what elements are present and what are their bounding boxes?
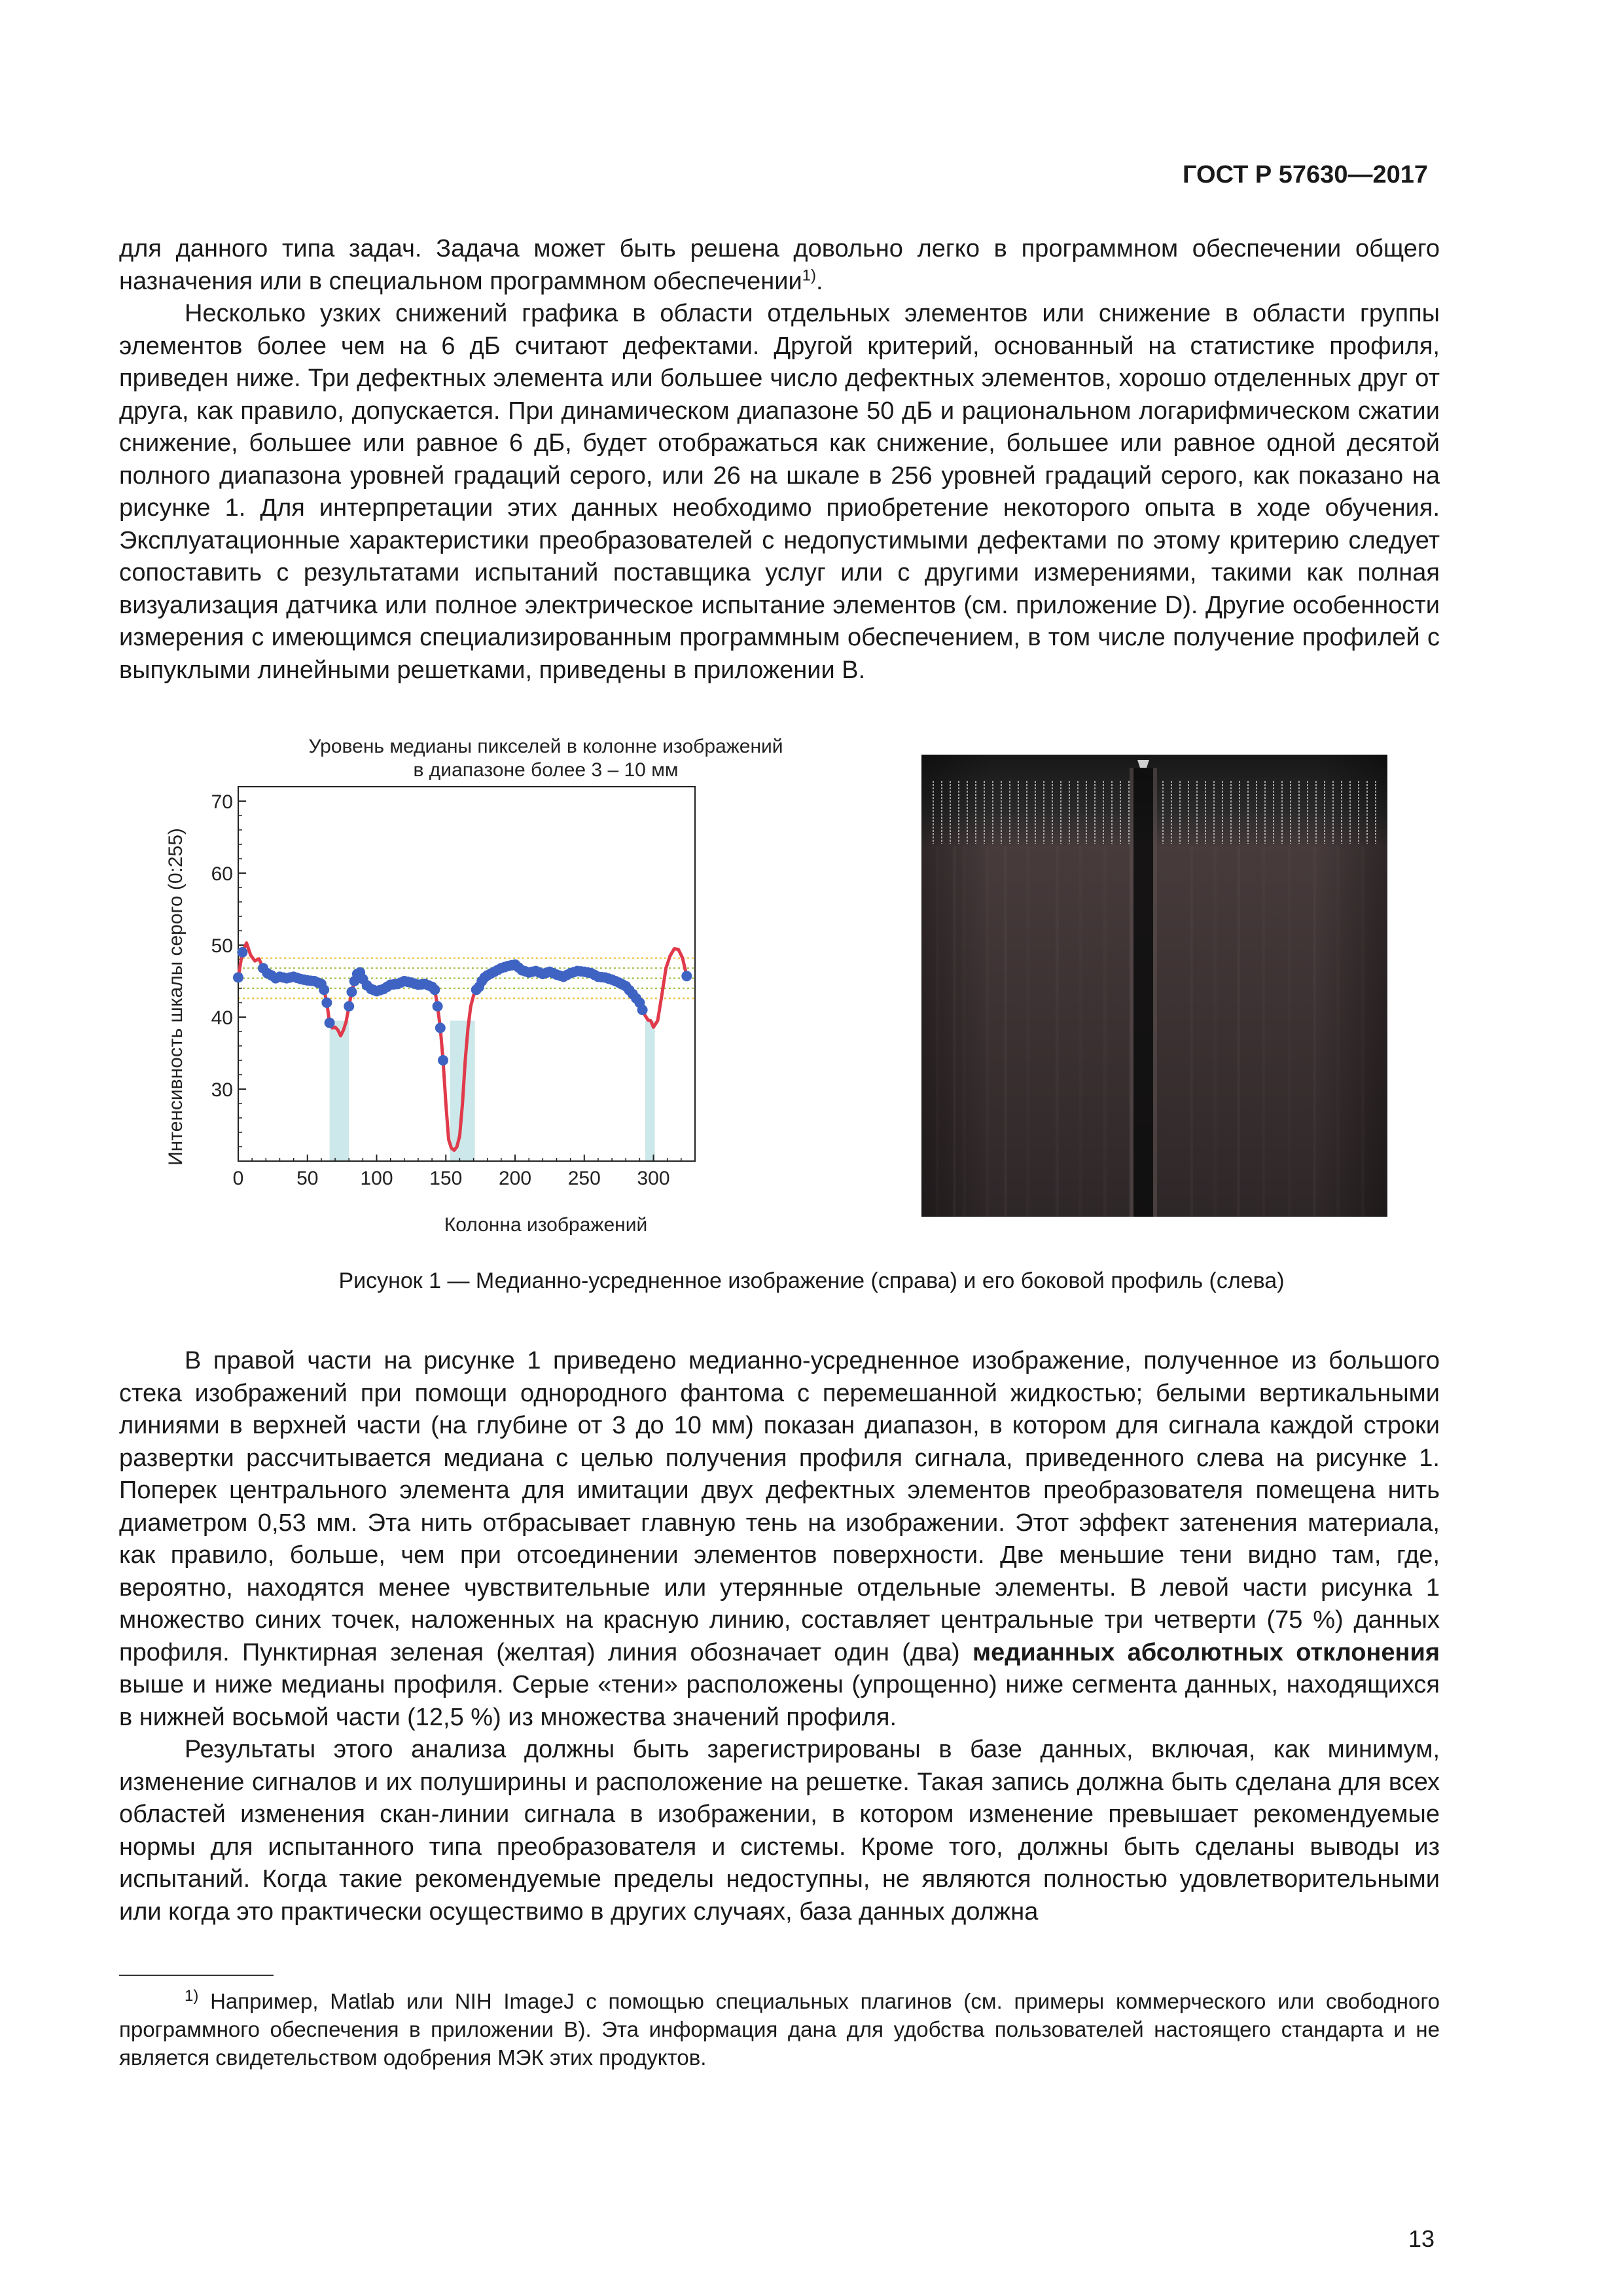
y-tick-label-60: 60 bbox=[211, 863, 233, 885]
x-tick-label-300: 300 bbox=[637, 1168, 670, 1189]
image-streak bbox=[1026, 846, 1029, 1217]
paragraph-1: для данного типа задач. Задача может быть решена довольно легко в программном обеспечении общего назначения или в специальном программном обеспечении$^{1)}$. bbox=[119, 235, 1440, 295]
image-streak bbox=[1056, 846, 1059, 1217]
profile-point bbox=[624, 985, 635, 996]
profile-point bbox=[637, 1005, 648, 1015]
profile-point bbox=[313, 977, 323, 988]
image-streak bbox=[1103, 846, 1107, 1217]
central-shadow bbox=[1133, 768, 1153, 1217]
y-tick-label-40: 40 bbox=[211, 1007, 233, 1029]
profile-point bbox=[346, 987, 357, 997]
body-text-top bbox=[119, 233, 1440, 687]
profile-point bbox=[438, 1055, 448, 1066]
y-tick-label-30: 30 bbox=[211, 1079, 233, 1101]
x-tick-label-200: 200 bbox=[498, 1168, 532, 1189]
shadow-band-2 bbox=[645, 1021, 655, 1162]
y-tick-label-70: 70 bbox=[211, 791, 233, 813]
image-streak bbox=[986, 846, 989, 1217]
shadow-edge-left bbox=[1130, 768, 1133, 1217]
paragraph-2: Несколько узких снижений графика в области отдельных элементов или снижение в области группы элементов более чем на 6 дБ считают дефектами. Другой критерий, основанный на статистике профиля, приведен ниже. Три дефектных элемента или большее число дефектных элементов, хорошо отделенных друг от друга, как правило, допускается. При динамическом диапазоне 50 дБ и рациональном логарифмическом сжатии снижение, большее или равное 6 дБ, будет отображаться как снижение, большее или равное одной десятой полного диапазона уровней градаций серого, или 26 на шкале в 256 уровней градаций серого, как показано на рисунке 1. Для интерпретации этих данных необходимо приобретение некоторого опыта в ходе обучения. Эксплуатационные характеристики преобразователей с недопустимыми дефектами по этому критерию следует сопоставить с результатами испытаний поставщика услуг или с другими измерениями, такими как полная визуализация датчика или полное электрическое испытание элементов (см. приложение D). Другие особенности измерения с имеющимся специализированным программным обеспечением, в том числе получение профилей с выпуклыми линейными решетками, приведены в приложении В. bbox=[119, 300, 1440, 684]
image-streak bbox=[936, 846, 939, 1217]
image-streak bbox=[1079, 846, 1082, 1217]
image-streak bbox=[1213, 846, 1217, 1217]
y-axis-label: Интенсивность шкалы серого (0:255) bbox=[165, 828, 187, 1166]
profile-point bbox=[423, 980, 434, 991]
profile-point bbox=[681, 971, 692, 981]
x-tick-label-100: 100 bbox=[360, 1168, 393, 1189]
x-tick-label-0: 0 bbox=[232, 1168, 244, 1189]
image-streak bbox=[1004, 846, 1007, 1217]
image-streak bbox=[1262, 846, 1265, 1217]
image-streak bbox=[1190, 846, 1193, 1217]
x-axis-label: Колонна изображений bbox=[444, 1214, 648, 1236]
profile-point bbox=[435, 1023, 446, 1033]
x-tick-label-150: 150 bbox=[429, 1168, 463, 1189]
profile-point bbox=[344, 1001, 354, 1012]
image-streak bbox=[1361, 846, 1364, 1217]
ultrasound-image bbox=[921, 755, 1387, 1217]
page-number: 13 bbox=[1408, 2225, 1435, 2252]
x-tick-label-50: 50 bbox=[296, 1168, 319, 1189]
profile-point bbox=[325, 1018, 335, 1028]
profile-point bbox=[237, 947, 247, 958]
figure-caption: Рисунок 1 — Медианно-усредненное изображение (справа) и его боковой профиль (слева) bbox=[338, 1268, 1285, 1293]
profile-point bbox=[321, 997, 332, 1008]
paragraph-3: В правой части на рисунке 1 приведено медианно-усредненное изображение, полученное из большого стека изображений при помощи однородного фантома с перемешанной жидкостью; белыми вертикальными линиями в верхней части (на глубине от 3 до 10 мм) показан диапазон, в котором для сигнала каждой строки развертки рассчитывается медиана с целью получения профиля сигнала, приведенного слева на рисунке 1. Поперек центрального элемента для имитации двух дефектных элементов преобразователя помещена нить диаметром 0,53 мм. Эта нить отбрасывает главную тень на изображении. Этот эффект затенения материала, как правило, больше, чем при отсоединении элементов поверхности. Две меньшие тени видно там, где, вероятно, находятся менее чувствительные или утерянные отдельные элементы. В левой части рисунка 1 множество синих точек, наложенных на красную линию, составляет центральные три четверти (75 %) данных профиля. Пунктирная зеленая (желтая) линия обозначает один (два) медианных абсолютных отклонения выше и ниже медианы профиля. Серые «тени» расположены (упрощенно) ниже сегмента данных, находящихся в нижней восьмой части (12,5 %) из множества значений профиля. bbox=[119, 1347, 1440, 1731]
document-number: ГОСТ Р 57630—2017 bbox=[1183, 161, 1428, 188]
profile-point bbox=[631, 993, 641, 1003]
chart-title: Уровень медианы пикселей в колонне изображений bbox=[308, 736, 783, 757]
plot-area bbox=[211, 787, 695, 1189]
image-streak bbox=[1336, 846, 1340, 1217]
y-tick-label-50: 50 bbox=[211, 935, 233, 957]
image-streak bbox=[963, 846, 966, 1217]
image-streak bbox=[953, 846, 956, 1217]
footnote-separator bbox=[119, 1975, 274, 1976]
profile-point bbox=[433, 1001, 443, 1012]
profile-chart bbox=[152, 732, 878, 1242]
image-streak bbox=[1237, 846, 1240, 1217]
shadow-edge-right bbox=[1153, 768, 1157, 1217]
footnote: $^{1)}$ Например, Matlab или NIH ImageJ с помощью специальных плагинов (см. примеры коммерческого или свободного программного обеспечения в приложении В). Эта информация дана для удобства пользователей настоящего стандарта и не является свидетельством одобрения МЭК этих продуктов. bbox=[119, 1987, 1440, 2070]
image-streak bbox=[1288, 846, 1291, 1217]
chart-subtitle: в диапазоне более 3 – 10 мм bbox=[413, 759, 679, 781]
x-tick-label-250: 250 bbox=[567, 1168, 601, 1189]
paragraph-4: Результаты этого анализа должны быть зарегистрированы в базе данных, включая, как минимум, изменение сигналов и их полуширины и расположение на решетке. Такая запись должна быть сделана для всех областей изменения скан-линии сигнала в изображении, в котором изменение превышает рекомендуемые нормы для испытанного типа преобразователя и системы. Кроме того, должны быть сделаны выводы из испытаний. Когда такие рекомендуемые пределы недоступны, не являются полностью удовлетворительными или когда это практически осуществимо в других случаях, база данных должна bbox=[119, 1736, 1440, 1926]
body-text-bottom bbox=[119, 1345, 1440, 1928]
image-streak bbox=[1313, 846, 1316, 1217]
profile-point bbox=[233, 973, 243, 983]
shadow-band-0 bbox=[330, 1021, 349, 1162]
